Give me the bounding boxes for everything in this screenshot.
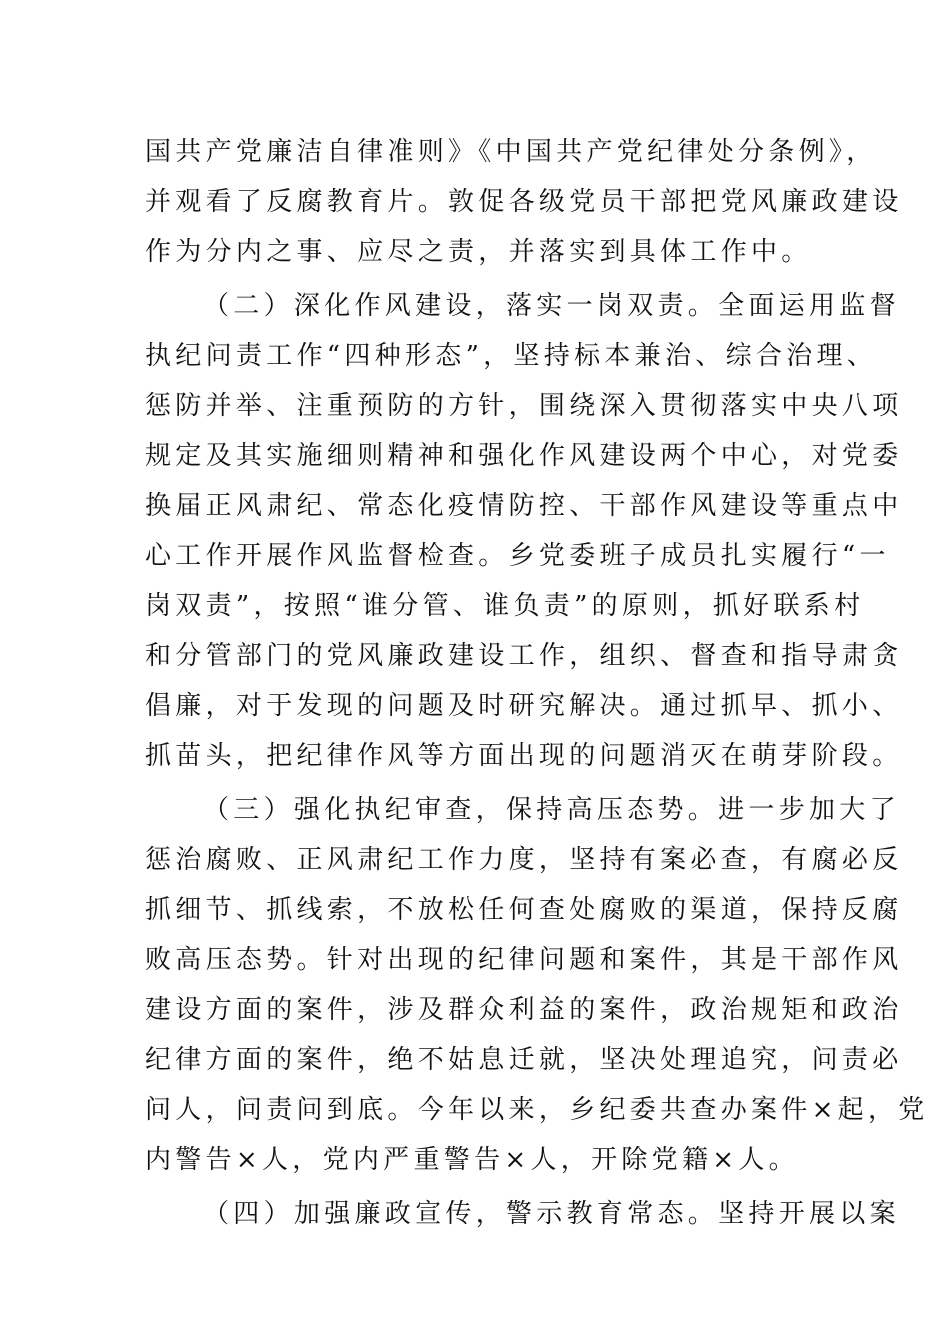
- paragraph-3-line-7: 问人，问责问到底。今年以来，乡纪委共查办案件×起，党: [145, 1095, 929, 1125]
- paragraph-3-line-3: 抓细节、抓线索，不放松任何查处腐败的渠道，保持反腐: [145, 895, 903, 925]
- paragraph-3-line-1: （三）强化执纪审查，保持高压态势。进一步加大了: [203, 795, 900, 825]
- paragraph-1-line-2: 并观看了反腐教育片。敦促各级党员干部把党风廉政建设: [145, 187, 903, 217]
- paragraph-4-line-1: （四）加强廉政宣传，警示教育常态。坚持开展以案: [203, 1199, 900, 1229]
- paragraph-2-line-4: 规定及其实施细则精神和强化作风建设两个中心，对党委: [145, 441, 903, 471]
- paragraph-3-line-6: 纪律方面的案件，绝不姑息迁就，坚决处理追究，问责必: [145, 1045, 903, 1075]
- paragraph-2-line-6: 心工作开展作风监督检查。乡党委班子成员扎实履行“一: [145, 541, 890, 571]
- paragraph-3-line-5: 建设方面的案件，涉及群众利益的案件，政治规矩和政治: [145, 995, 903, 1025]
- paragraph-3-line-2: 惩治腐败、正风肃纪工作力度，坚持有案必查，有腐必反: [145, 845, 903, 875]
- paragraph-3-line-4: 败高压态势。针对出现的纪律问题和案件，其是干部作风: [145, 945, 903, 975]
- paragraph-1-line-1: 国共产党廉洁自律准则》《中国共产党纪律处分条例》，: [145, 137, 877, 167]
- paragraph-2-line-2: 执纪问责工作“四种形态”，坚持标本兼治、综合治理、: [145, 341, 878, 371]
- paragraph-1-line-3: 作为分内之事、应尽之责，并落实到具体工作中。: [145, 237, 812, 267]
- paragraph-2-line-1: （二）深化作风建设，落实一岗双责。全面运用监督: [203, 291, 900, 321]
- paragraph-3-line-8: 内警告×人，党内严重警告×人，开除党籍×人。: [145, 1145, 799, 1175]
- paragraph-2-line-3: 惩防并举、注重预防的方针，围绕深入贯彻落实中央八项: [145, 391, 903, 421]
- paragraph-2-line-5: 换届正风肃纪、常态化疫情防控、干部作风建设等重点中: [145, 491, 903, 521]
- paragraph-2-line-8: 和分管部门的党风廉政建设工作，组织、督查和指导肃贪: [145, 641, 903, 671]
- paragraph-2-line-9: 倡廉，对于发现的问题及时研究解决。通过抓早、抓小、: [145, 691, 903, 721]
- paragraph-2-line-10: 抓苗头，把纪律作风等方面出现的问题消灭在萌芽阶段。: [145, 741, 903, 771]
- paragraph-2-line-7: 岗双责”，按照“谁分管、谁负责”的原则，抓好联系村: [145, 591, 865, 621]
